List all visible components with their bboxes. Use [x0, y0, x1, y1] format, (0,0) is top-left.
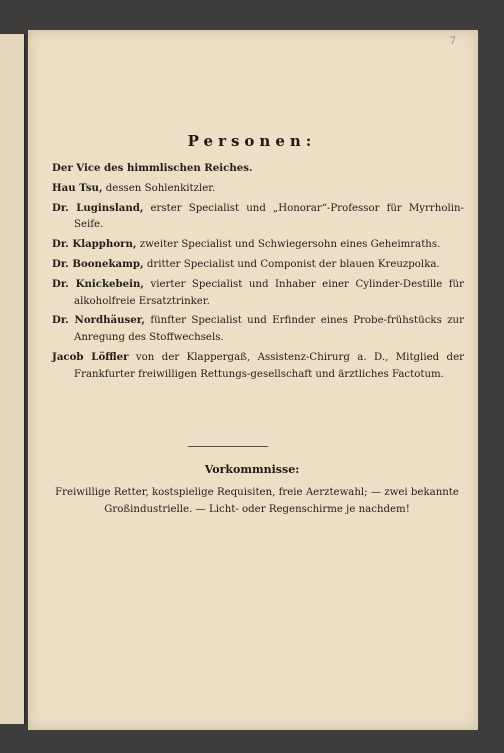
page-number: 7 [449, 36, 456, 47]
person-entry [52, 160, 464, 178]
person-name: Hau Tsu, [52, 181, 103, 194]
person-description: erster Specialist und „Honorar“-Professor für Myrrholin-Seife. [74, 202, 464, 231]
person-description: fünfter Specialist und Erfinder eines Probe-frühstücks zur Anregung des Stoffwechsels. [74, 315, 464, 344]
persons-list [52, 160, 464, 386]
person-name: Dr. Knickebein, [52, 277, 144, 290]
person-name: Dr. Luginsland, [52, 201, 144, 214]
person-description: dritter Specialist und Componist der blauen Kreuzpolka. [146, 258, 440, 270]
person-entry [52, 200, 464, 235]
person-entry [52, 276, 464, 311]
section-title-personen: Personen: [187, 132, 317, 150]
person-name: Der Vice des himmlischen Reiches. [52, 162, 253, 174]
person-entry [52, 256, 464, 274]
person-description: dessen Sohlenkitzler. [105, 182, 216, 194]
person-name: Dr. Klapphorn, [52, 238, 137, 251]
vorkommnisse-text: Freiwillige Retter, kostspielige Requisiten, freie Aerztewahl; — zwei bekannte Großindustrielle. — Licht- oder Regenschirme je nachdem! [55, 487, 459, 515]
person-name: Dr. Boonekamp, [52, 257, 144, 270]
person-entry [52, 180, 464, 198]
person-description: von der Klappergaß, Assistenz-Chirurg a. D., Mitglied der Frankfurter freiwilligen Rettungs-gesellschaft und ärztliches Factotum. [74, 351, 464, 380]
person-entry [52, 349, 464, 384]
person-description: zweiter Specialist und Schwiegersohn eines Geheimraths. [139, 239, 441, 251]
person-name: Jacob Löffler [52, 350, 129, 363]
person-description: vierter Specialist und Inhaber einer Cylinder-Destille für alkoholfreie Ersatztrinker. [74, 278, 464, 307]
person-entry [52, 312, 464, 347]
person-name: Dr. Nordhäuser, [52, 314, 145, 327]
divider-rule [188, 446, 268, 447]
person-entry [52, 236, 464, 254]
section-title-vorkommnisse: Vorkommnisse: [204, 463, 300, 476]
